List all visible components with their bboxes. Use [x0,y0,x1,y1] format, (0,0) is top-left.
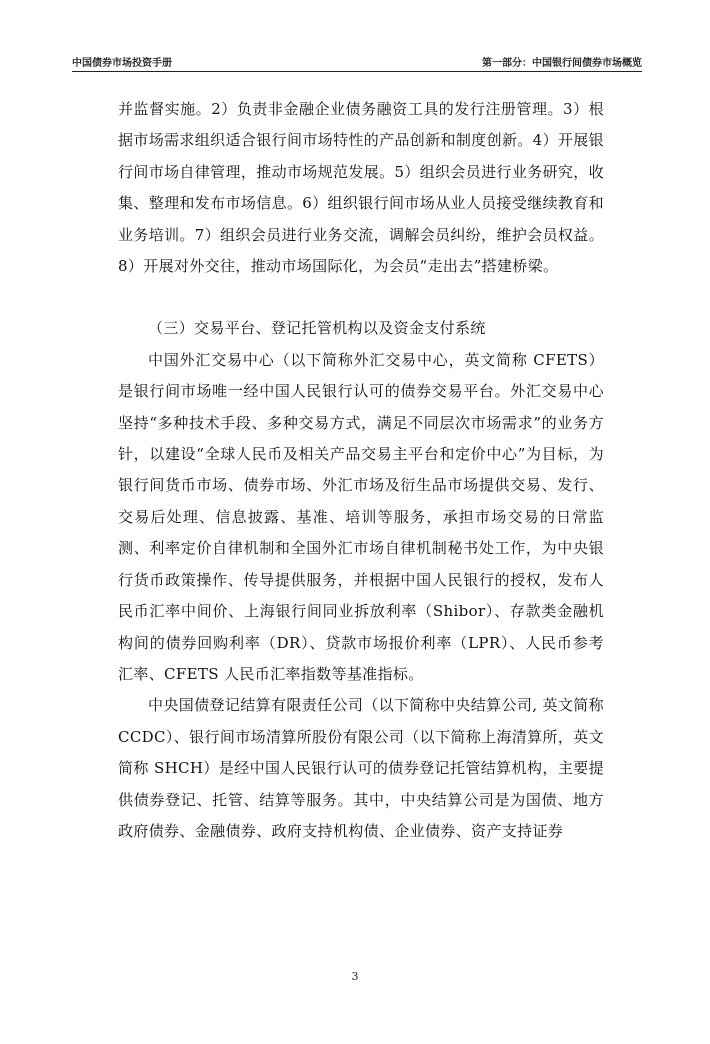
page-body [118,94,604,847]
header-section-title: 第一部分：中国银行间债券市场概览 [482,58,642,69]
page-number: 3 [351,970,359,983]
paragraph-continued: 并监督实施。2）负责非金融企业债务融资工具的发行注册管理。3）根据市场需求组织适合银行间市场特性的产品创新和制度创新。4）开展银行间市场自律管理，推动市场规范发展。5）组织会员进行业务研究，收集、整理和发布市场信息。6）组织银行间市场从业人员接受继续教育和业务培训。7）组织会员进行业务交流，调解会员纠纷，维护会员权益。8）开展对外交往，推动市场国际化，为会员“走出去”搭建桥梁。 [118,100,604,276]
paragraph-ccdc-shch: 中央国债登记结算有限责任公司（以下简称中央结算公司, 英文简称 CCDC）、银行间市场清算所股份有限公司（以下简称上海清算所，英文简称 SHCH）是经中国人民银行认可的债券登记托管结算机构，主要提供债券登记、托管、结算等服务。其中，中央结算公司是为国债、地方政府债券、金融债券、政府支持机构债、企业债券、资产支持证券 [118,696,604,840]
section-heading: （三）交易平台、登记托管机构以及资金支付系统 [148,319,486,338]
paragraph-cfets: 中国外汇交易中心（以下简称外汇交易中心，英文简称 CFETS）是银行间市场唯一经中国人民银行认可的债券交易平台。外汇交易中心坚持“多种技术手段、多种交易方式，满足不同层次市场需求”的业务方针，以建设“全球人民币及相关产品交易主平台和定价中心”为目标，为银行间货币市场、债券市场、外汇市场及衍生品市场提供交易、发行、交易后处理、信息披露、基准、培训等服务，承担市场交易的日常监测、利率定价自律机制和全国外汇市场自律机制秘书处工作，为中央银行货币政策操作、传导提供服务，并根据中国人民银行的授权，发布人民币汇率中间价、上海银行间同业拆放利率（Shibor）、存款类金融机构间的债券回购利率（DR）、贷款市场报价利率（LPR）、人民币参考汇率、CFETS 人民币汇率指数等基准指标。 [118,350,604,683]
header-document-title: 中国债券市场投资手册 [72,58,172,69]
running-header [72,46,642,72]
